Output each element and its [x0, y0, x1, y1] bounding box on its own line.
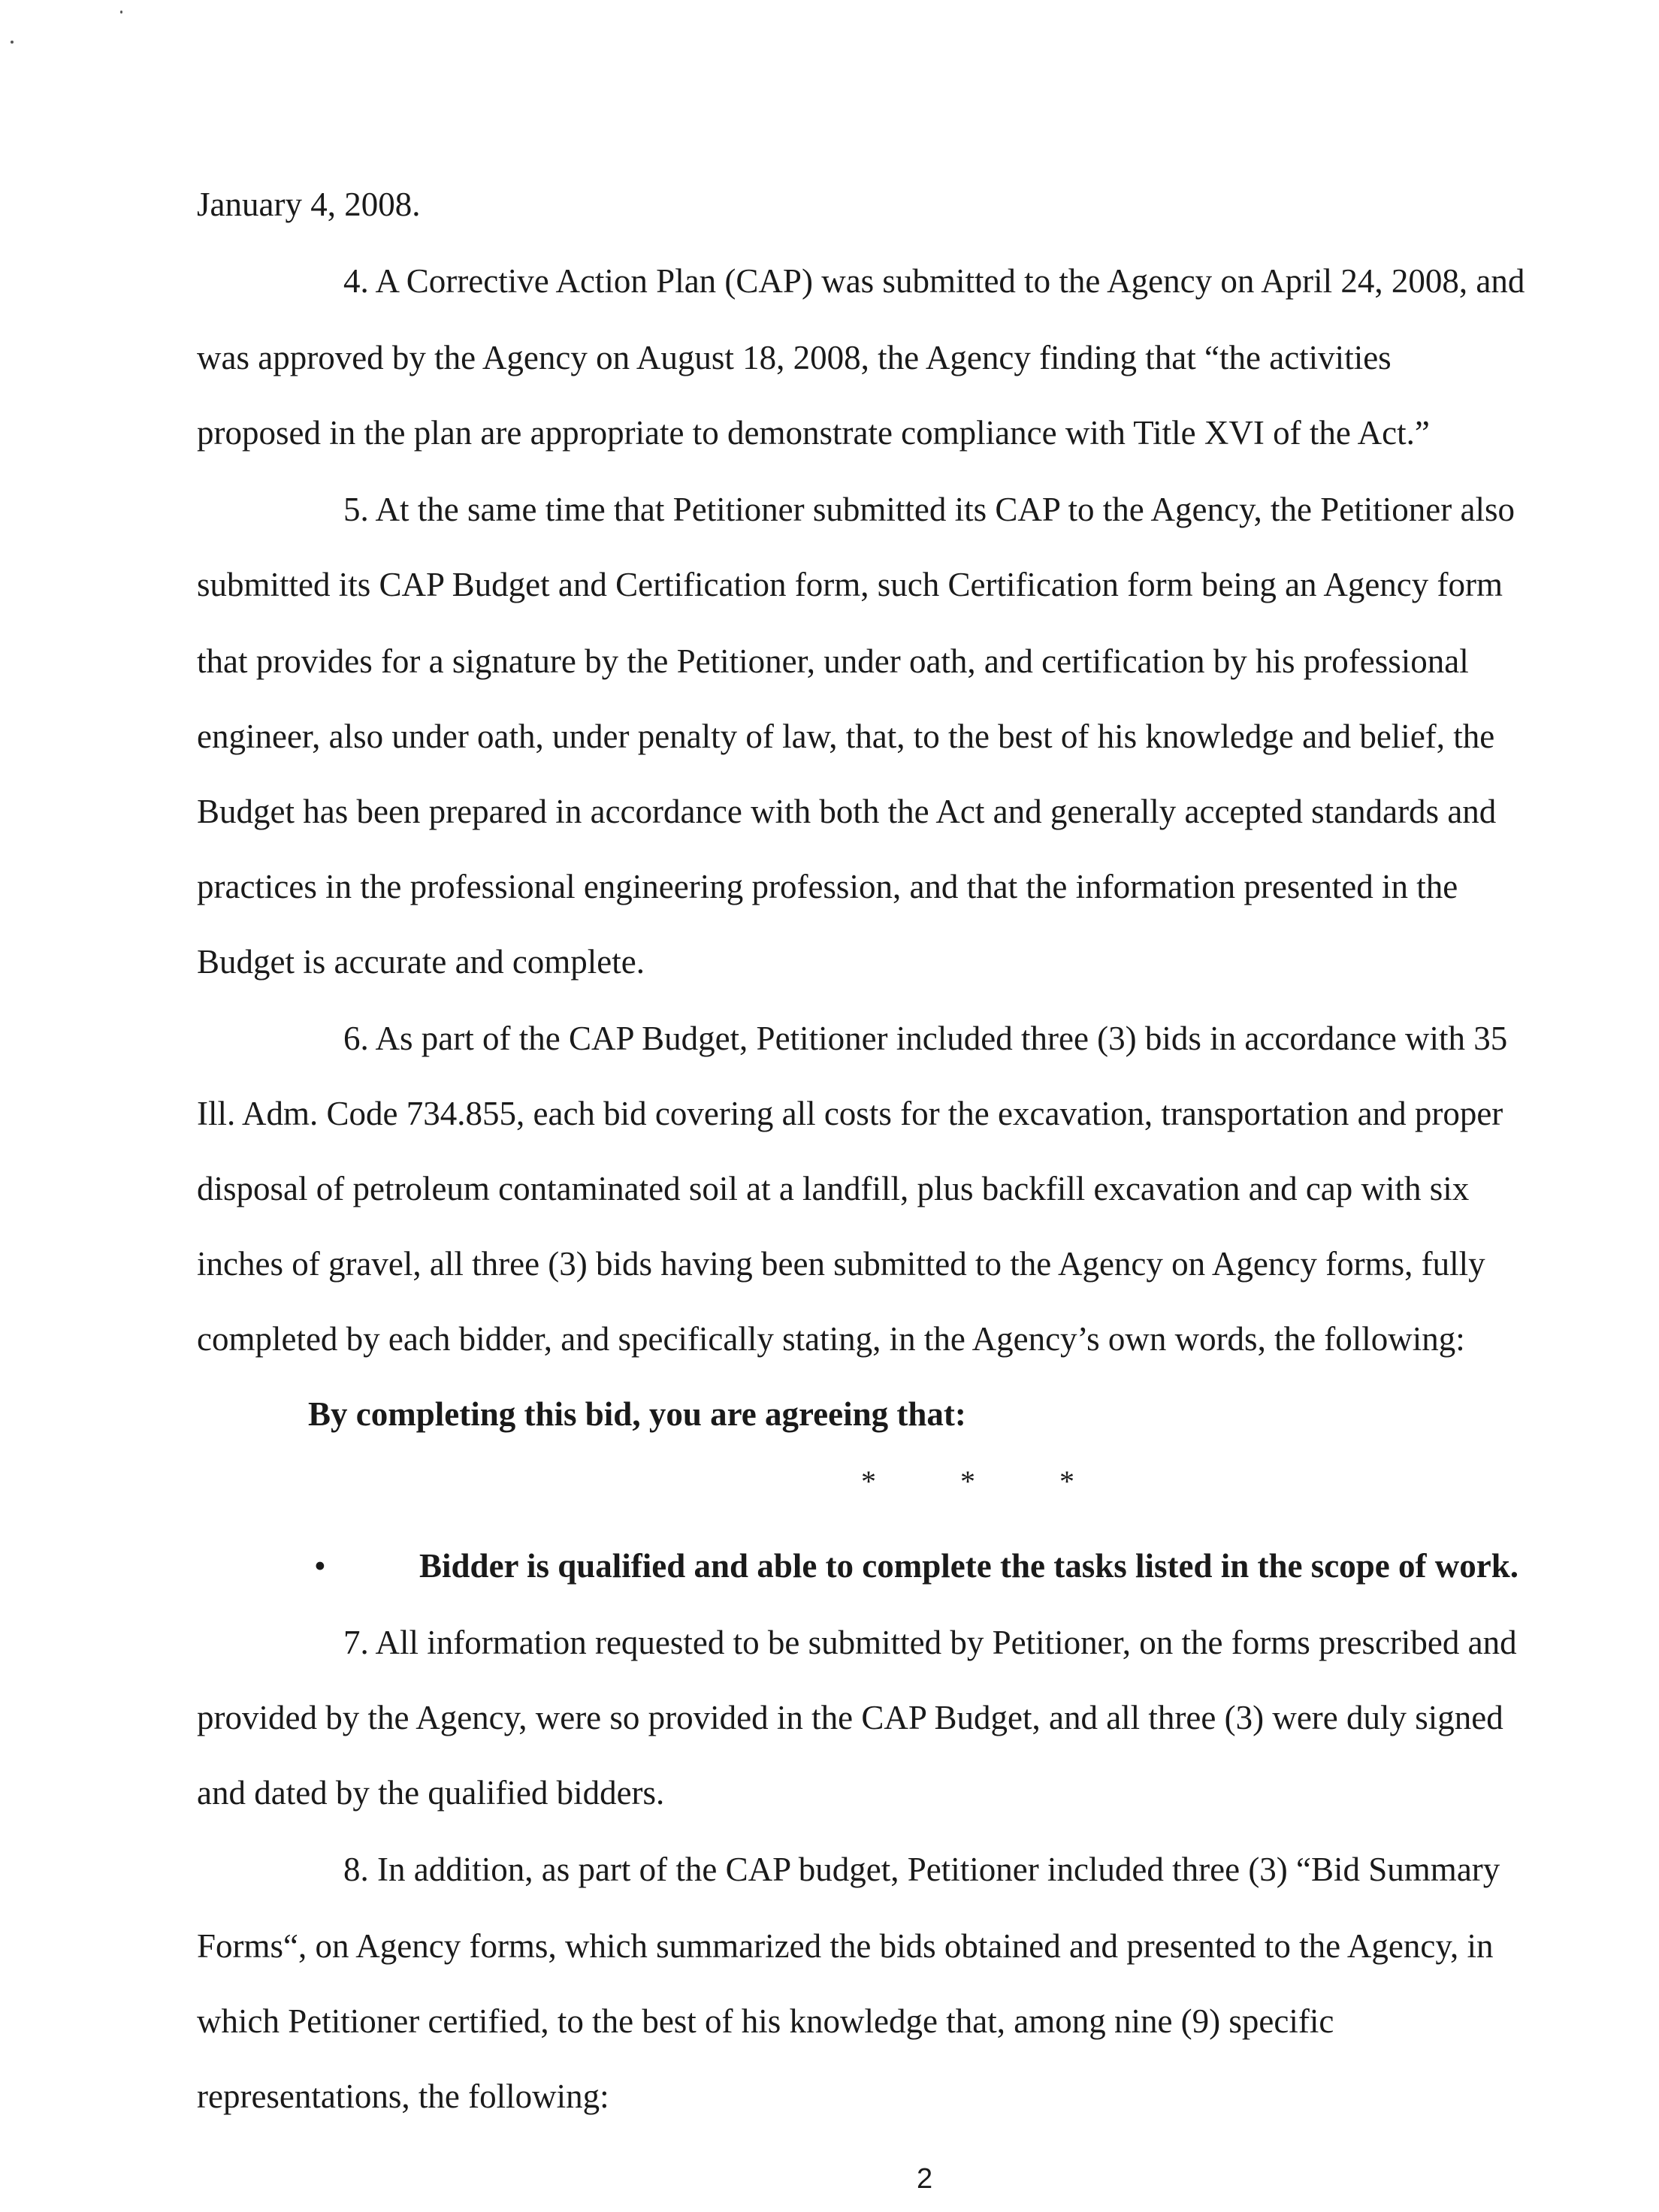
text-line: proposed in the plan are appropriate to demonstrate compliance with Title XVI of the Act.”: [197, 414, 1430, 452]
text-line: inches of gravel, all three (3) bids having been submitted to the Agency on Agency forms, fully: [197, 1245, 1485, 1283]
paragraph-7-start: 7. All information requested to be submitted by Petitioner, on the forms prescribed and: [343, 1624, 1517, 1661]
text-line: practices in the professional engineering profession, and that the information presented in the: [197, 868, 1458, 905]
text-line: Budget has been prepared in accordance with both the Act and generally accepted standards and: [197, 793, 1497, 830]
bullet-icon: •: [314, 1547, 326, 1585]
star-mark: *: [861, 1464, 876, 1498]
scan-speck: [120, 11, 122, 14]
star-mark: *: [1059, 1464, 1074, 1498]
bid-agreement-heading: By completing this bid, you are agreeing that:: [308, 1395, 966, 1433]
text-line: was approved by the Agency on August 18, 2008, the Agency finding that “the activities: [197, 339, 1392, 376]
text-line: representations, the following:: [197, 2078, 609, 2115]
paragraph-8-start: 8. In addition, as part of the CAP budget, Petitioner included three (3) “Bid Summary: [343, 1851, 1500, 1888]
star-mark: *: [960, 1464, 975, 1498]
text-line: engineer, also under oath, under penalty of law, that, to the best of his knowledge and belief, the: [197, 718, 1495, 755]
scan-speck: [11, 41, 14, 44]
bidder-qualification-statement: Bidder is qualified and able to complete the tasks listed in the scope of work.: [419, 1547, 1518, 1585]
text-line: that provides for a signature by the Petitioner, under oath, and certification by his professional: [197, 642, 1469, 680]
text-line: disposal of petroleum contaminated soil at a landfill, plus backfill excavation and cap with six: [197, 1170, 1470, 1207]
text-line: submitted its CAP Budget and Certification form, such Certification form being an Agency form: [197, 566, 1503, 603]
text-line: which Petitioner certified, to the best of his knowledge that, among nine (9) specific: [197, 2002, 1334, 2040]
paragraph-5-start: 5. At the same time that Petitioner submitted its CAP to the Agency, the Petitioner also: [343, 491, 1515, 528]
paragraph-6-start: 6. As part of the CAP Budget, Petitioner included three (3) bids in accordance with 35: [343, 1020, 1508, 1057]
text-line: Budget is accurate and complete.: [197, 943, 645, 981]
text-line: and dated by the qualified bidders.: [197, 1774, 665, 1812]
text-line: provided by the Agency, were so provided in the CAP Budget, and all three (3) were duly signed: [197, 1699, 1503, 1736]
page-number: 2: [917, 2163, 933, 2195]
text-line: January 4, 2008.: [197, 186, 421, 223]
paragraph-4-start: 4. A Corrective Action Plan (CAP) was submitted to the Agency on April 24, 2008, and: [343, 262, 1525, 300]
text-line: completed by each bidder, and specifically stating, in the Agency’s own words, the following:: [197, 1320, 1465, 1358]
text-line: Forms“, on Agency forms, which summarized the bids obtained and presented to the Agency, in: [197, 1927, 1494, 1965]
section-break-stars: [819, 1461, 1117, 1503]
text-line: Ill. Adm. Code 734.855, each bid covering all costs for the excavation, transportation and proper: [197, 1095, 1503, 1132]
